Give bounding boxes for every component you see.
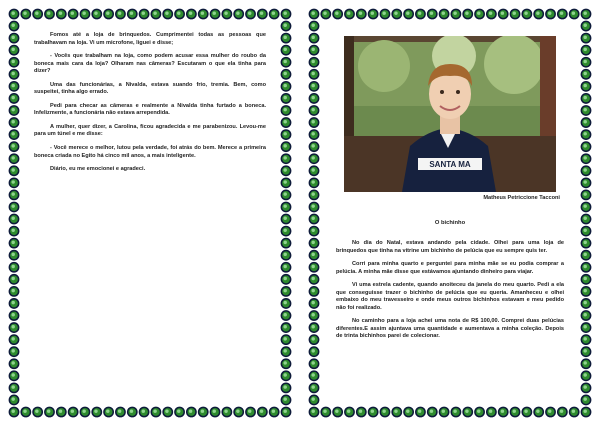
border-ornament xyxy=(245,407,256,418)
border-ornament xyxy=(9,310,20,321)
border-ornament xyxy=(320,407,331,418)
border-ornament xyxy=(9,202,20,213)
border-ornament xyxy=(9,346,20,357)
paragraph: No dia do Natal, estava andando pela cidade. Olhei para uma loja de brinquedos que tinha na vitrine um bichinho de pelúcia que eu sempre quis ter. xyxy=(336,240,564,254)
border-ornament xyxy=(9,322,20,333)
border-ornament xyxy=(486,407,497,418)
paragraph: A mulher, quer dizer, a Carolina, ficou agradecida e me parabenizou. Levou-me para um túnel e me disse: xyxy=(34,123,266,138)
border-ornament xyxy=(281,238,292,249)
border-ornament xyxy=(198,9,209,20)
border-ornament xyxy=(309,250,320,261)
border-ornament xyxy=(462,9,473,20)
border-ornament xyxy=(309,105,320,116)
border-ornament xyxy=(451,9,462,20)
border-ornament xyxy=(332,9,343,20)
border-ornament xyxy=(9,226,20,237)
boy-photo xyxy=(344,36,556,192)
border-ornament xyxy=(269,407,280,418)
border-ornament xyxy=(115,407,126,418)
border-ornament xyxy=(368,9,379,20)
border-ornament xyxy=(281,9,292,20)
border-ornament xyxy=(380,407,391,418)
border-ornament xyxy=(309,286,320,297)
paragraph: - Você merece o melhor, lutou pela verdade, foi atrás do bem. Merece a primeira boneca criada no Egito há cinco mil anos, a mais inteligente. xyxy=(34,145,266,159)
border-ornament xyxy=(139,407,150,418)
border-ornament xyxy=(581,177,592,188)
border-ornament xyxy=(281,370,292,381)
border-ornament xyxy=(309,226,320,237)
border-ornament xyxy=(56,9,67,20)
border-ornament xyxy=(581,57,592,68)
border-ornament xyxy=(581,382,592,393)
border-ornament xyxy=(9,57,20,68)
border-ornament xyxy=(281,274,292,285)
story-title: O bichinho xyxy=(434,220,466,226)
border-ornament xyxy=(9,274,20,285)
border-ornament xyxy=(581,141,592,152)
border-ornament xyxy=(474,407,485,418)
paragraph: Corri para minha quarto e perguntei para minha mãe se eu podia comprar a pelúcia. A minha mãe disse que estávamos ajuntando dinheiro para viajar. xyxy=(336,261,564,275)
border-ornament xyxy=(281,334,292,345)
border-ornament xyxy=(309,117,320,128)
border-ornament xyxy=(581,69,592,80)
border-ornament xyxy=(281,226,292,237)
border-ornament xyxy=(9,129,20,140)
border-ornament xyxy=(309,141,320,152)
border-ornament xyxy=(281,141,292,152)
border-ornament xyxy=(281,214,292,225)
border-ornament xyxy=(581,21,592,32)
border-ornament xyxy=(32,9,43,20)
border-ornament xyxy=(439,9,450,20)
border-ornament xyxy=(162,9,173,20)
shirt-text: SANTA MA xyxy=(429,160,471,169)
border-ornament xyxy=(9,250,20,261)
border-ornament xyxy=(581,346,592,357)
border-ornament xyxy=(186,9,197,20)
border-ornament xyxy=(309,238,320,249)
border-ornament xyxy=(309,262,320,273)
border-ornament xyxy=(581,129,592,140)
border-ornament xyxy=(9,370,20,381)
border-ornament xyxy=(281,286,292,297)
border-ornament xyxy=(210,9,221,20)
border-ornament xyxy=(9,69,20,80)
border-ornament xyxy=(91,9,102,20)
paragraph: Pedi para checar as câmeras e realmente a Nivalda tinha furtado a boneca. Infelizmente, a funcionária não estava arrependida. xyxy=(34,102,266,117)
border-ornament xyxy=(281,105,292,116)
border-ornament xyxy=(9,190,20,201)
left-page xyxy=(8,8,292,418)
border-ornament xyxy=(9,238,20,249)
border-ornament xyxy=(210,407,221,418)
border-ornament xyxy=(281,190,292,201)
border-ornament xyxy=(309,274,320,285)
border-ornament xyxy=(186,407,197,418)
border-ornament xyxy=(581,165,592,176)
border-ornament xyxy=(281,262,292,273)
border-ornament xyxy=(198,407,209,418)
border-ornament xyxy=(9,117,20,128)
border-ornament xyxy=(356,9,367,20)
border-ornament xyxy=(581,117,592,128)
border-ornament xyxy=(9,141,20,152)
border-ornament xyxy=(380,9,391,20)
border-ornament xyxy=(427,407,438,418)
paragraph: Diário, eu me emocionei e agradeci. xyxy=(50,166,146,173)
border-ornament xyxy=(309,81,320,92)
border-ornament xyxy=(533,407,544,418)
border-ornament xyxy=(91,407,102,418)
border-ornament xyxy=(281,382,292,393)
border-ornament xyxy=(127,9,138,20)
border-ornament xyxy=(309,153,320,164)
border-ornament xyxy=(162,407,173,418)
border-ornament xyxy=(581,81,592,92)
border-ornament xyxy=(151,9,162,20)
border-ornament xyxy=(309,334,320,345)
border-ornament xyxy=(581,202,592,213)
border-ornament xyxy=(403,407,414,418)
border-ornament xyxy=(309,322,320,333)
border-ornament xyxy=(581,190,592,201)
border-ornament xyxy=(9,9,20,20)
border-ornament xyxy=(281,69,292,80)
border-ornament xyxy=(309,214,320,225)
border-ornament xyxy=(257,407,268,418)
border-ornament xyxy=(221,9,232,20)
border-ornament xyxy=(581,238,592,249)
border-ornament xyxy=(281,310,292,321)
border-ornament xyxy=(309,21,320,32)
border-ornament xyxy=(309,298,320,309)
border-ornament xyxy=(174,407,185,418)
border-ornament xyxy=(498,9,509,20)
border-ornament xyxy=(486,9,497,20)
border-ornament xyxy=(127,407,138,418)
border-ornament xyxy=(20,407,31,418)
border-ornament xyxy=(233,9,244,20)
border-ornament xyxy=(281,93,292,104)
border-ornament xyxy=(498,407,509,418)
border-ornament xyxy=(9,105,20,116)
border-ornament xyxy=(9,382,20,393)
border-ornament xyxy=(281,81,292,92)
border-ornament xyxy=(581,358,592,369)
border-ornament xyxy=(581,226,592,237)
border-ornament xyxy=(221,407,232,418)
border-ornament xyxy=(281,395,292,406)
paragraph: Fomos até a loja de brinquedos. Cumprimentei todas as pessoas que trabalhavam na loja. Vi um microfone, liguei e disse; xyxy=(34,32,266,46)
border-ornament xyxy=(356,407,367,418)
border-ornament xyxy=(510,9,521,20)
border-ornament xyxy=(581,250,592,261)
border-ornament xyxy=(368,407,379,418)
border-ornament xyxy=(281,33,292,44)
border-ornament xyxy=(474,9,485,20)
border-ornament xyxy=(581,286,592,297)
border-ornament xyxy=(9,153,20,164)
border-ornament xyxy=(415,407,426,418)
border-ornament xyxy=(521,407,532,418)
border-ornament xyxy=(451,407,462,418)
border-ornament xyxy=(281,322,292,333)
paragraph: - Vocês que trabalham na loja, como podem acusar essa mulher do roubo da boneca mais cara da loja? Olharam nas câmeras? Escutaram o que ela tinha para dizer? xyxy=(34,53,266,75)
border-ornament xyxy=(9,395,20,406)
border-ornament xyxy=(581,322,592,333)
border-ornament xyxy=(9,81,20,92)
border-ornament xyxy=(462,407,473,418)
border-ornament xyxy=(309,165,320,176)
border-ornament xyxy=(581,9,592,20)
border-ornament xyxy=(569,9,580,20)
border-ornament xyxy=(581,298,592,309)
left-page-text xyxy=(34,32,266,394)
border-ornament xyxy=(139,9,150,20)
border-ornament xyxy=(332,407,343,418)
paragraph: Vi uma estrela cadente, quando anoiteceu da janela do meu quarto. Pedi a ela que conseguisse trazer o bichinho de pelúcia que eu queria. Amanheceu e olhei embaixo do meu travesseiro e onde meus outros bichinhos estavam e meu pedido não foi realizado. xyxy=(336,282,564,311)
border-ornament xyxy=(309,129,320,140)
border-ornament xyxy=(56,407,67,418)
border-ornament xyxy=(9,358,20,369)
border-ornament xyxy=(9,286,20,297)
border-ornament xyxy=(581,395,592,406)
border-ornament xyxy=(269,9,280,20)
border-ornament xyxy=(309,33,320,44)
border-ornament xyxy=(281,129,292,140)
border-ornament xyxy=(68,9,79,20)
border-ornament xyxy=(281,202,292,213)
border-ornament xyxy=(309,190,320,201)
border-ornament xyxy=(281,21,292,32)
border-ornament xyxy=(309,69,320,80)
border-ornament xyxy=(281,165,292,176)
border-ornament xyxy=(557,407,568,418)
border-ornament xyxy=(281,250,292,261)
border-ornament xyxy=(103,9,114,20)
border-ornament xyxy=(391,407,402,418)
border-ornament xyxy=(581,334,592,345)
border-ornament xyxy=(9,21,20,32)
border-ornament xyxy=(151,407,162,418)
border-ornament xyxy=(281,346,292,357)
border-ornament xyxy=(581,370,592,381)
border-ornament xyxy=(281,177,292,188)
border-ornament xyxy=(9,298,20,309)
border-ornament xyxy=(9,262,20,273)
border-ornament xyxy=(309,346,320,357)
border-ornament xyxy=(309,310,320,321)
border-ornament xyxy=(581,33,592,44)
border-ornament xyxy=(9,214,20,225)
border-ornament xyxy=(581,274,592,285)
border-ornament xyxy=(309,395,320,406)
border-ornament xyxy=(581,105,592,116)
border-ornament xyxy=(281,45,292,56)
border-ornament xyxy=(533,9,544,20)
border-ornament xyxy=(309,202,320,213)
border-ornament xyxy=(9,45,20,56)
border-ornament xyxy=(103,407,114,418)
border-ornament xyxy=(581,310,592,321)
border-ornament xyxy=(557,9,568,20)
border-ornament xyxy=(391,9,402,20)
border-ornament xyxy=(68,407,79,418)
border-ornament xyxy=(80,9,91,20)
paragraph: No caminho para a loja achei uma nota de R$ 100,00. Comprei duas pelúcias diferentes.E assim ajuntava uma quantidade e aumentava a minha coleção. Depois de trinta bichinhos parei de colecionar. xyxy=(336,318,564,340)
border-ornament xyxy=(174,9,185,20)
border-ornament xyxy=(309,177,320,188)
border-ornament xyxy=(32,407,43,418)
border-ornament xyxy=(281,358,292,369)
border-ornament xyxy=(415,9,426,20)
border-ornament xyxy=(44,407,55,418)
border-ornament xyxy=(309,9,320,20)
border-ornament xyxy=(245,9,256,20)
border-ornament xyxy=(309,45,320,56)
border-ornament xyxy=(403,9,414,20)
border-ornament xyxy=(320,9,331,20)
border-ornament xyxy=(545,9,556,20)
border-ornament xyxy=(581,407,592,418)
right-page-content xyxy=(334,32,566,394)
border-ornament xyxy=(309,358,320,369)
story-text xyxy=(336,240,564,347)
border-ornament xyxy=(20,9,31,20)
border-ornament xyxy=(344,407,355,418)
border-ornament xyxy=(281,117,292,128)
border-ornament xyxy=(281,57,292,68)
border-ornament xyxy=(309,370,320,381)
border-ornament xyxy=(344,9,355,20)
border-ornament xyxy=(257,9,268,20)
border-ornament xyxy=(581,93,592,104)
border-ornament xyxy=(309,57,320,68)
border-ornament xyxy=(9,165,20,176)
border-ornament xyxy=(233,407,244,418)
border-ornament xyxy=(581,214,592,225)
border-ornament xyxy=(115,9,126,20)
border-ornament xyxy=(80,407,91,418)
border-ornament xyxy=(44,9,55,20)
photo-caption: Matheus Petriccione Tacconi xyxy=(483,195,560,201)
border-ornament xyxy=(521,9,532,20)
border-ornament xyxy=(309,382,320,393)
border-ornament xyxy=(439,407,450,418)
border-ornament xyxy=(281,298,292,309)
border-ornament xyxy=(9,33,20,44)
paragraph: Uma das funcionárias, a Nivalda, estava suando frio, tremia. Bem, como suspeitei, tinha algo errado. xyxy=(34,81,266,96)
right-page xyxy=(308,8,592,418)
border-ornament xyxy=(581,45,592,56)
border-ornament xyxy=(581,262,592,273)
border-ornament xyxy=(309,407,320,418)
border-ornament xyxy=(9,334,20,345)
border-ornament xyxy=(427,9,438,20)
border-ornament xyxy=(9,407,20,418)
border-ornament xyxy=(9,177,20,188)
border-ornament xyxy=(281,407,292,418)
border-ornament xyxy=(510,407,521,418)
border-ornament xyxy=(309,93,320,104)
border-ornament xyxy=(581,153,592,164)
border-ornament xyxy=(281,153,292,164)
border-ornament xyxy=(569,407,580,418)
border-ornament xyxy=(545,407,556,418)
border-ornament xyxy=(9,93,20,104)
